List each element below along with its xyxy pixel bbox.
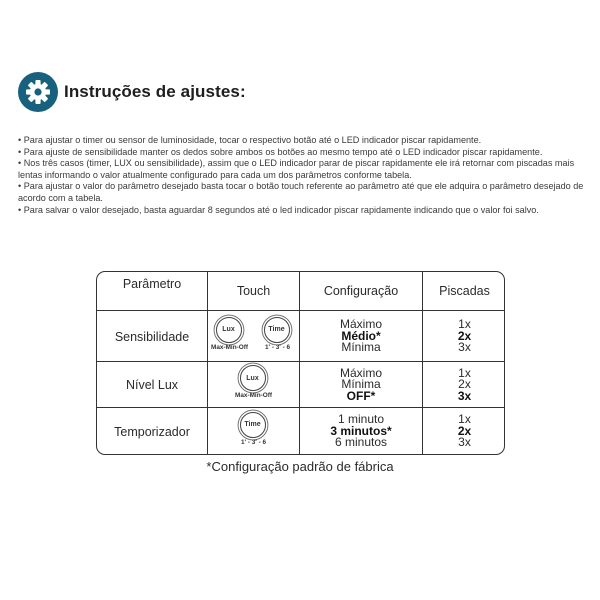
factory-default-footnote: *Configuração padrão de fábrica (206, 459, 394, 474)
config-option: 6 minutos (334, 435, 388, 450)
table-row-timer (97, 407, 504, 455)
time-button-label: Time (244, 421, 261, 428)
table-row-lux-level (97, 361, 504, 408)
header-cell-touch: Touch (236, 284, 271, 298)
lux-button-sub: Max-Min-Off (211, 343, 248, 351)
blink-count: 1x (458, 317, 471, 332)
time-button-label: Time (268, 326, 285, 333)
time-touch-button (236, 411, 272, 453)
blink-count: 1x (458, 412, 471, 427)
instruction-item: • Nos três casos (timer, LUX ou sensibilidade), assim que o LED indicador parar de piscar rapidamente ele irá retornar com piscadas mais lentas informando o valor atualmente configurado para cada um dos parâmetros conforme tabela. (18, 158, 575, 180)
config-option: Máximo (339, 365, 382, 380)
config-option: 1 minuto (337, 412, 385, 427)
config-option-default: Médio* (341, 328, 381, 343)
param-name: Temporizador (114, 424, 190, 439)
blink-count: 3x (458, 340, 471, 355)
blink-count-default: 2x (457, 423, 472, 438)
blink-count: 2x (458, 377, 471, 392)
param-name: Nível Lux (125, 378, 179, 392)
instruction-item: • Para ajustar o timer ou sensor de luminosidade, tocar o respectivo botão até o LED indicador piscar rapidamente. (18, 135, 482, 145)
time-button-sub: 1' - 3' - 6 (240, 438, 267, 446)
instructions-list (18, 135, 590, 216)
header (18, 72, 246, 112)
config-option-default: OFF* (346, 388, 376, 403)
blink-count: 3x (458, 435, 471, 450)
blink-count-default: 2x (457, 328, 472, 343)
header-cell-parameter: Parâmetro (122, 277, 182, 291)
blink-count: 1x (458, 365, 471, 380)
lux-button-label: Lux (246, 374, 259, 382)
header-cell-configuration: Configuração (323, 284, 399, 298)
instruction-item: • Para salvar o valor desejado, basta aguardar 8 segundos até o led indicador piscar rapidamente indicando que o valor foi salvo. (18, 204, 539, 215)
lux-touch-button (236, 364, 272, 406)
instruction-item: • Para ajuste de sensibilidade manter os dedos sobre ambos os botões ao mesmo tempo até o LED indicador piscar rapidamente. (18, 146, 543, 157)
param-name: Sensibilidade (114, 329, 190, 344)
config-option: Mínima (341, 377, 381, 392)
time-button-sub: 1' - 3' - 6 (264, 343, 291, 351)
lux-button-label: Lux (222, 326, 235, 333)
gear-icon (18, 72, 58, 112)
blink-count-default: 3x (457, 388, 472, 403)
config-option: Mínima (341, 340, 381, 355)
instruction-item: • Para ajustar o valor do parâmetro desejado basta tocar o botão touch referente ao parâmetro até que ele adquira o parâmetro desejado de acordo com a tabela. (18, 181, 584, 203)
lux-touch-button (212, 316, 248, 358)
table-row-sensitivity (97, 310, 504, 362)
config-option-default: 3 minutos* (330, 423, 392, 438)
page-title: Instruções de ajustes: (64, 82, 246, 101)
table-header-row (97, 272, 504, 310)
header-cell-blinks: Piscadas (439, 284, 490, 298)
time-touch-button (260, 316, 296, 358)
settings-table (96, 271, 505, 455)
lux-button-sub: Max-Min-Off (235, 392, 272, 399)
config-option: Máximo (339, 317, 382, 332)
